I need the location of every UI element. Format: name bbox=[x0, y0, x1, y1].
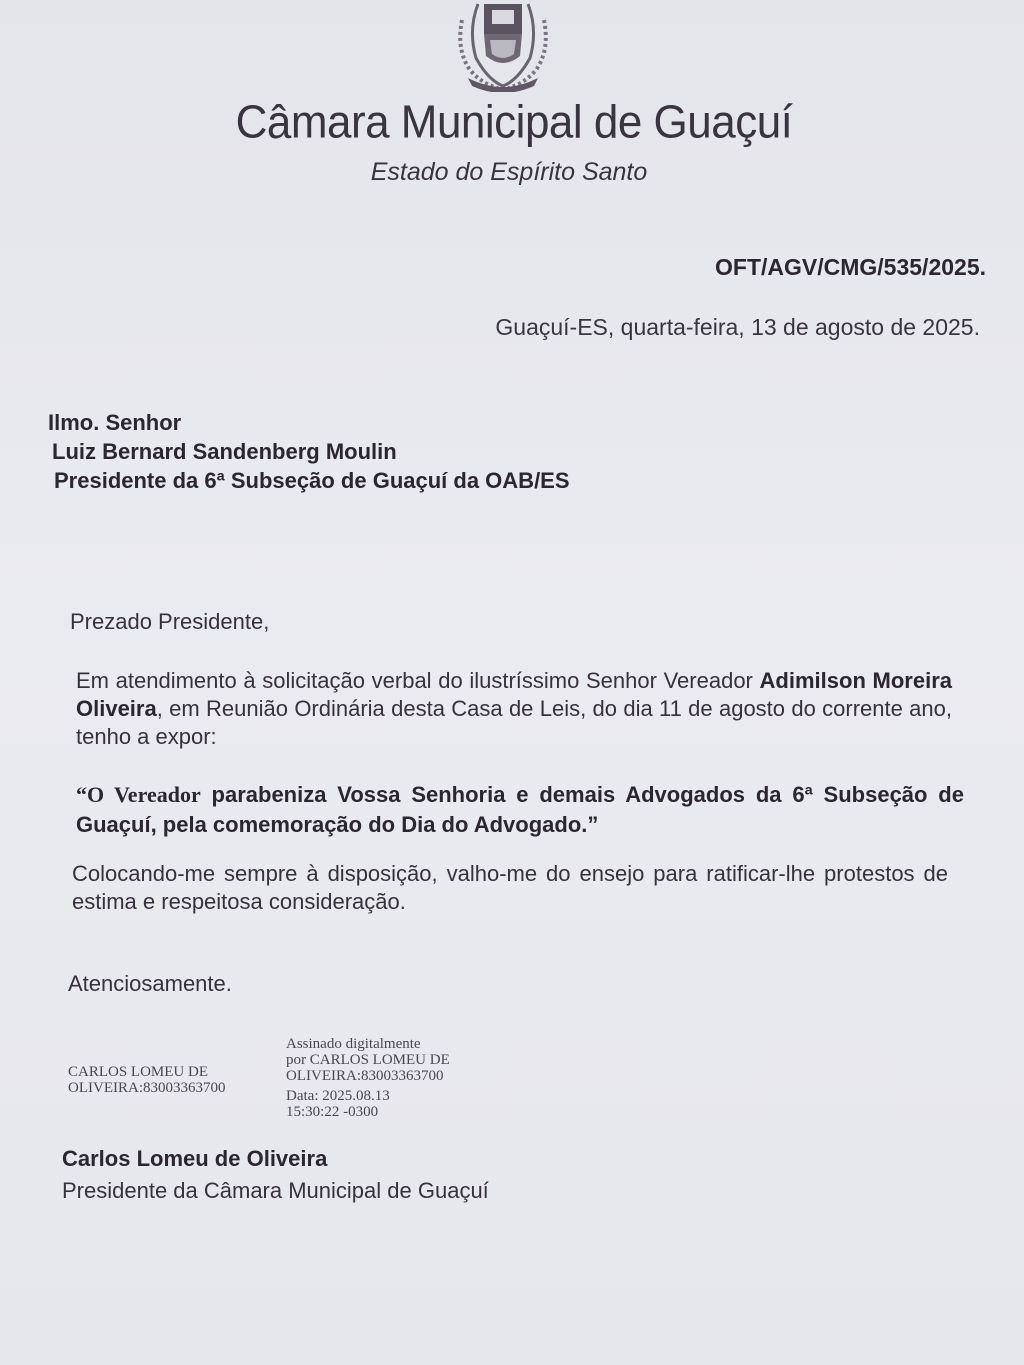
digital-signature-name bbox=[68, 1064, 226, 1096]
signature-name-line-1: CARLOS LOMEU DE bbox=[68, 1064, 209, 1080]
body-paragraph-1 bbox=[76, 667, 952, 751]
paragraph-1-end: , em Reunião Ordinária desta Casa de Leis, do dia 11 de agosto do corrente ano, tenho a expor: bbox=[76, 696, 952, 749]
signature-detail-line-4: Data: 2025.08.13 bbox=[286, 1088, 390, 1104]
signer-name: Carlos Lomeu de Oliveira bbox=[62, 1146, 328, 1171]
document-date: Guaçuí-ES, quarta-feira, 13 de agosto de 2025. bbox=[495, 314, 980, 340]
body-paragraph-3: Colocando-me sempre à disposição, valho-me do ensejo para ratificar-lhe protestos de estima e respeitosa consideração. bbox=[72, 861, 948, 914]
document-reference: OFT/AGV/CMG/535/2025. bbox=[715, 254, 986, 280]
addressee-title: Presidente da 6ª Subseção de Guaçuí da OAB/ES bbox=[54, 468, 570, 493]
quote-opening: “O Vereador bbox=[76, 782, 201, 807]
organization-name: Câmara Municipal de Guaçuí bbox=[235, 96, 793, 149]
signature-detail-line-5: 15:30:22 -0300 bbox=[286, 1104, 379, 1120]
signature-detail-line-1: Assinado digitalmente bbox=[286, 1036, 421, 1052]
addressee-salutation: Ilmo. Senhor bbox=[48, 410, 182, 435]
signature-detail-line-2: por CARLOS LOMEU DE bbox=[286, 1052, 450, 1068]
signature-name-line-2: OLIVEIRA:83003363700 bbox=[68, 1080, 226, 1096]
addressee-name: Luiz Bernard Sandenberg Moulin bbox=[52, 439, 397, 464]
congratulation-quote bbox=[76, 780, 964, 840]
paragraph-1-intro: Em atendimento à solicitação verbal do ilustríssimo Senhor Vereador bbox=[76, 668, 760, 693]
councilor-name: Adimilson Moreira Oliveira bbox=[76, 668, 953, 721]
greeting: Prezado Presidente, bbox=[70, 609, 270, 634]
coat-of-arms-icon bbox=[448, 0, 558, 92]
quote-text: parabeniza Vossa Senhoria e demais Advogados da 6ª Subseção de Guaçuí, pela comemoração do Dia do Advogado.” bbox=[76, 782, 964, 837]
organization-state: Estado do Espírito Santo bbox=[370, 158, 648, 186]
closing: Atenciosamente. bbox=[68, 971, 232, 996]
digital-signature-details bbox=[286, 1036, 450, 1120]
signature-detail-line-3: OLIVEIRA:83003363700 bbox=[286, 1068, 444, 1084]
signer-role: Presidente da Câmara Municipal de Guaçuí bbox=[62, 1178, 489, 1203]
